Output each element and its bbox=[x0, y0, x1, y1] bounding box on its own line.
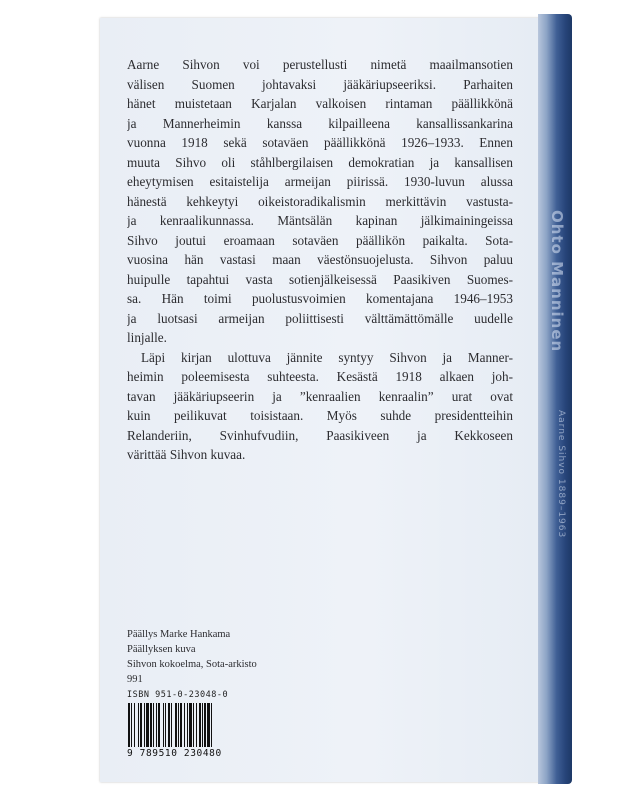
blurb-line: Sihvo joutui eroamaan sotaväen päällikön paikalta. Sota- bbox=[127, 232, 513, 248]
blurb-line: ja luotsasi armeijan poliittisesti välttämättömälle uudelle bbox=[127, 310, 513, 326]
blurb-line: hänestä kehkeytyi oikeistoradikalismin merkittävin vastusta- bbox=[127, 193, 513, 209]
blurb-line: linjalle. bbox=[127, 330, 167, 345]
blurb-line: huipulle tapahtui vasta sotienjälkeisessä Paasikiven Suomes- bbox=[127, 271, 513, 287]
barcode-bar bbox=[153, 703, 154, 747]
barcode-bar bbox=[138, 703, 139, 747]
barcode-bar bbox=[178, 703, 179, 747]
barcode-bar bbox=[146, 703, 149, 747]
spine-subtitle: Aarne Sihvo 1889–1963 bbox=[556, 410, 566, 539]
blurb-line: muuta Sihvo oli ståhlbergilaisen demokratian ja kansallisen bbox=[127, 154, 513, 170]
barcode-bar bbox=[158, 703, 160, 747]
blurb-line: eheytymisen esitaistelija armeijan piirissä. 1930-luvun alussa bbox=[127, 174, 513, 189]
blurb-line: tavan jääkäriupseerin ja ”kenraalien kenraalin” urat ovat bbox=[127, 388, 513, 404]
blurb-line: vuonna 1918 sekä sotaväen päällikkönä 1926–1933. Ennen bbox=[127, 135, 513, 150]
barcode-bar bbox=[202, 703, 203, 747]
credit-code: 991 bbox=[127, 674, 143, 685]
blurb-paragraph-2 bbox=[127, 348, 513, 465]
blurb-line: värittää Sihvon kuvaa. bbox=[127, 447, 246, 462]
credit-image-source: Sihvon kokoelma, Sota-arkisto bbox=[127, 659, 257, 670]
barcode-bar bbox=[171, 703, 172, 747]
barcode-bar bbox=[131, 703, 132, 747]
blurb-line: välisen Suomen johtavaksi jääkäriupseeriksi. Parhaiten bbox=[127, 76, 513, 92]
blurb-line: ja kenraalikunnassa. Mäntsälän kapinan jälkimainingeissa bbox=[127, 213, 513, 228]
spine-title: Ohto Manninen bbox=[548, 210, 566, 353]
barcode-bar bbox=[193, 703, 194, 747]
barcode-bar bbox=[165, 703, 166, 747]
barcode-bar bbox=[189, 703, 192, 747]
barcode-bar bbox=[150, 703, 152, 747]
credit-cover-design: Päällys Marke Hankama bbox=[127, 629, 231, 640]
barcode-bar bbox=[175, 703, 177, 747]
blurb-text bbox=[127, 55, 513, 465]
credit-cover-image: Päällyksen kuva bbox=[127, 644, 196, 655]
barcode-bar bbox=[211, 703, 212, 747]
blurb-line: Aarne Sihvon voi perustellusti nimetä maailmansotien bbox=[127, 57, 513, 72]
barcode-bar bbox=[207, 703, 210, 747]
blurb-line: heimin poleemisesta suhteesta. Kesästä 1918 alkaen joh- bbox=[127, 369, 513, 384]
blurb-line: hänet muistetaan Karjalan valkoisen rintaman päällikkönä bbox=[127, 96, 513, 111]
barcode-bar bbox=[140, 703, 142, 747]
barcode-image bbox=[127, 703, 239, 747]
barcode-number: 9 789510 230480 bbox=[127, 748, 222, 759]
barcode-bar bbox=[180, 703, 182, 747]
barcode-bar bbox=[199, 703, 201, 747]
barcode-bar bbox=[134, 703, 135, 747]
barcode-bar bbox=[204, 703, 206, 747]
blurb-line: Läpi kirjan ulottuva jännite syntyy Sihvon ja Manner- bbox=[141, 349, 513, 365]
blurb-paragraph-1 bbox=[127, 55, 513, 348]
barcode-bar bbox=[196, 703, 197, 747]
barcode-bar bbox=[163, 703, 164, 747]
barcode-bar bbox=[156, 703, 157, 747]
blurb-line: vuosina hän vastasi maan väestönsuojelusta. Sihvon paluu bbox=[127, 252, 513, 267]
blurb-line: ja Mannerheimin kanssa kilpailleena kansallissankarina bbox=[127, 115, 513, 131]
blurb-line: Relanderiin, Svinhufvudiin, Paasikiveen ja Kekkoseen bbox=[127, 427, 513, 443]
isbn-label: ISBN 951-0-23048-0 bbox=[127, 690, 229, 700]
barcode-bar bbox=[184, 703, 185, 747]
barcode-bar bbox=[187, 703, 188, 747]
barcode-bar bbox=[168, 703, 170, 747]
barcode-bar bbox=[144, 703, 145, 747]
cover-credits bbox=[127, 627, 257, 687]
blurb-line: kuin peilikuvat toisistaan. Myös suhde presidentteihin bbox=[127, 408, 513, 423]
barcode-bar bbox=[128, 703, 130, 747]
blurb-line: sa. Hän toimi puolustusvoimien komentajana 1946–1953 bbox=[127, 291, 513, 306]
